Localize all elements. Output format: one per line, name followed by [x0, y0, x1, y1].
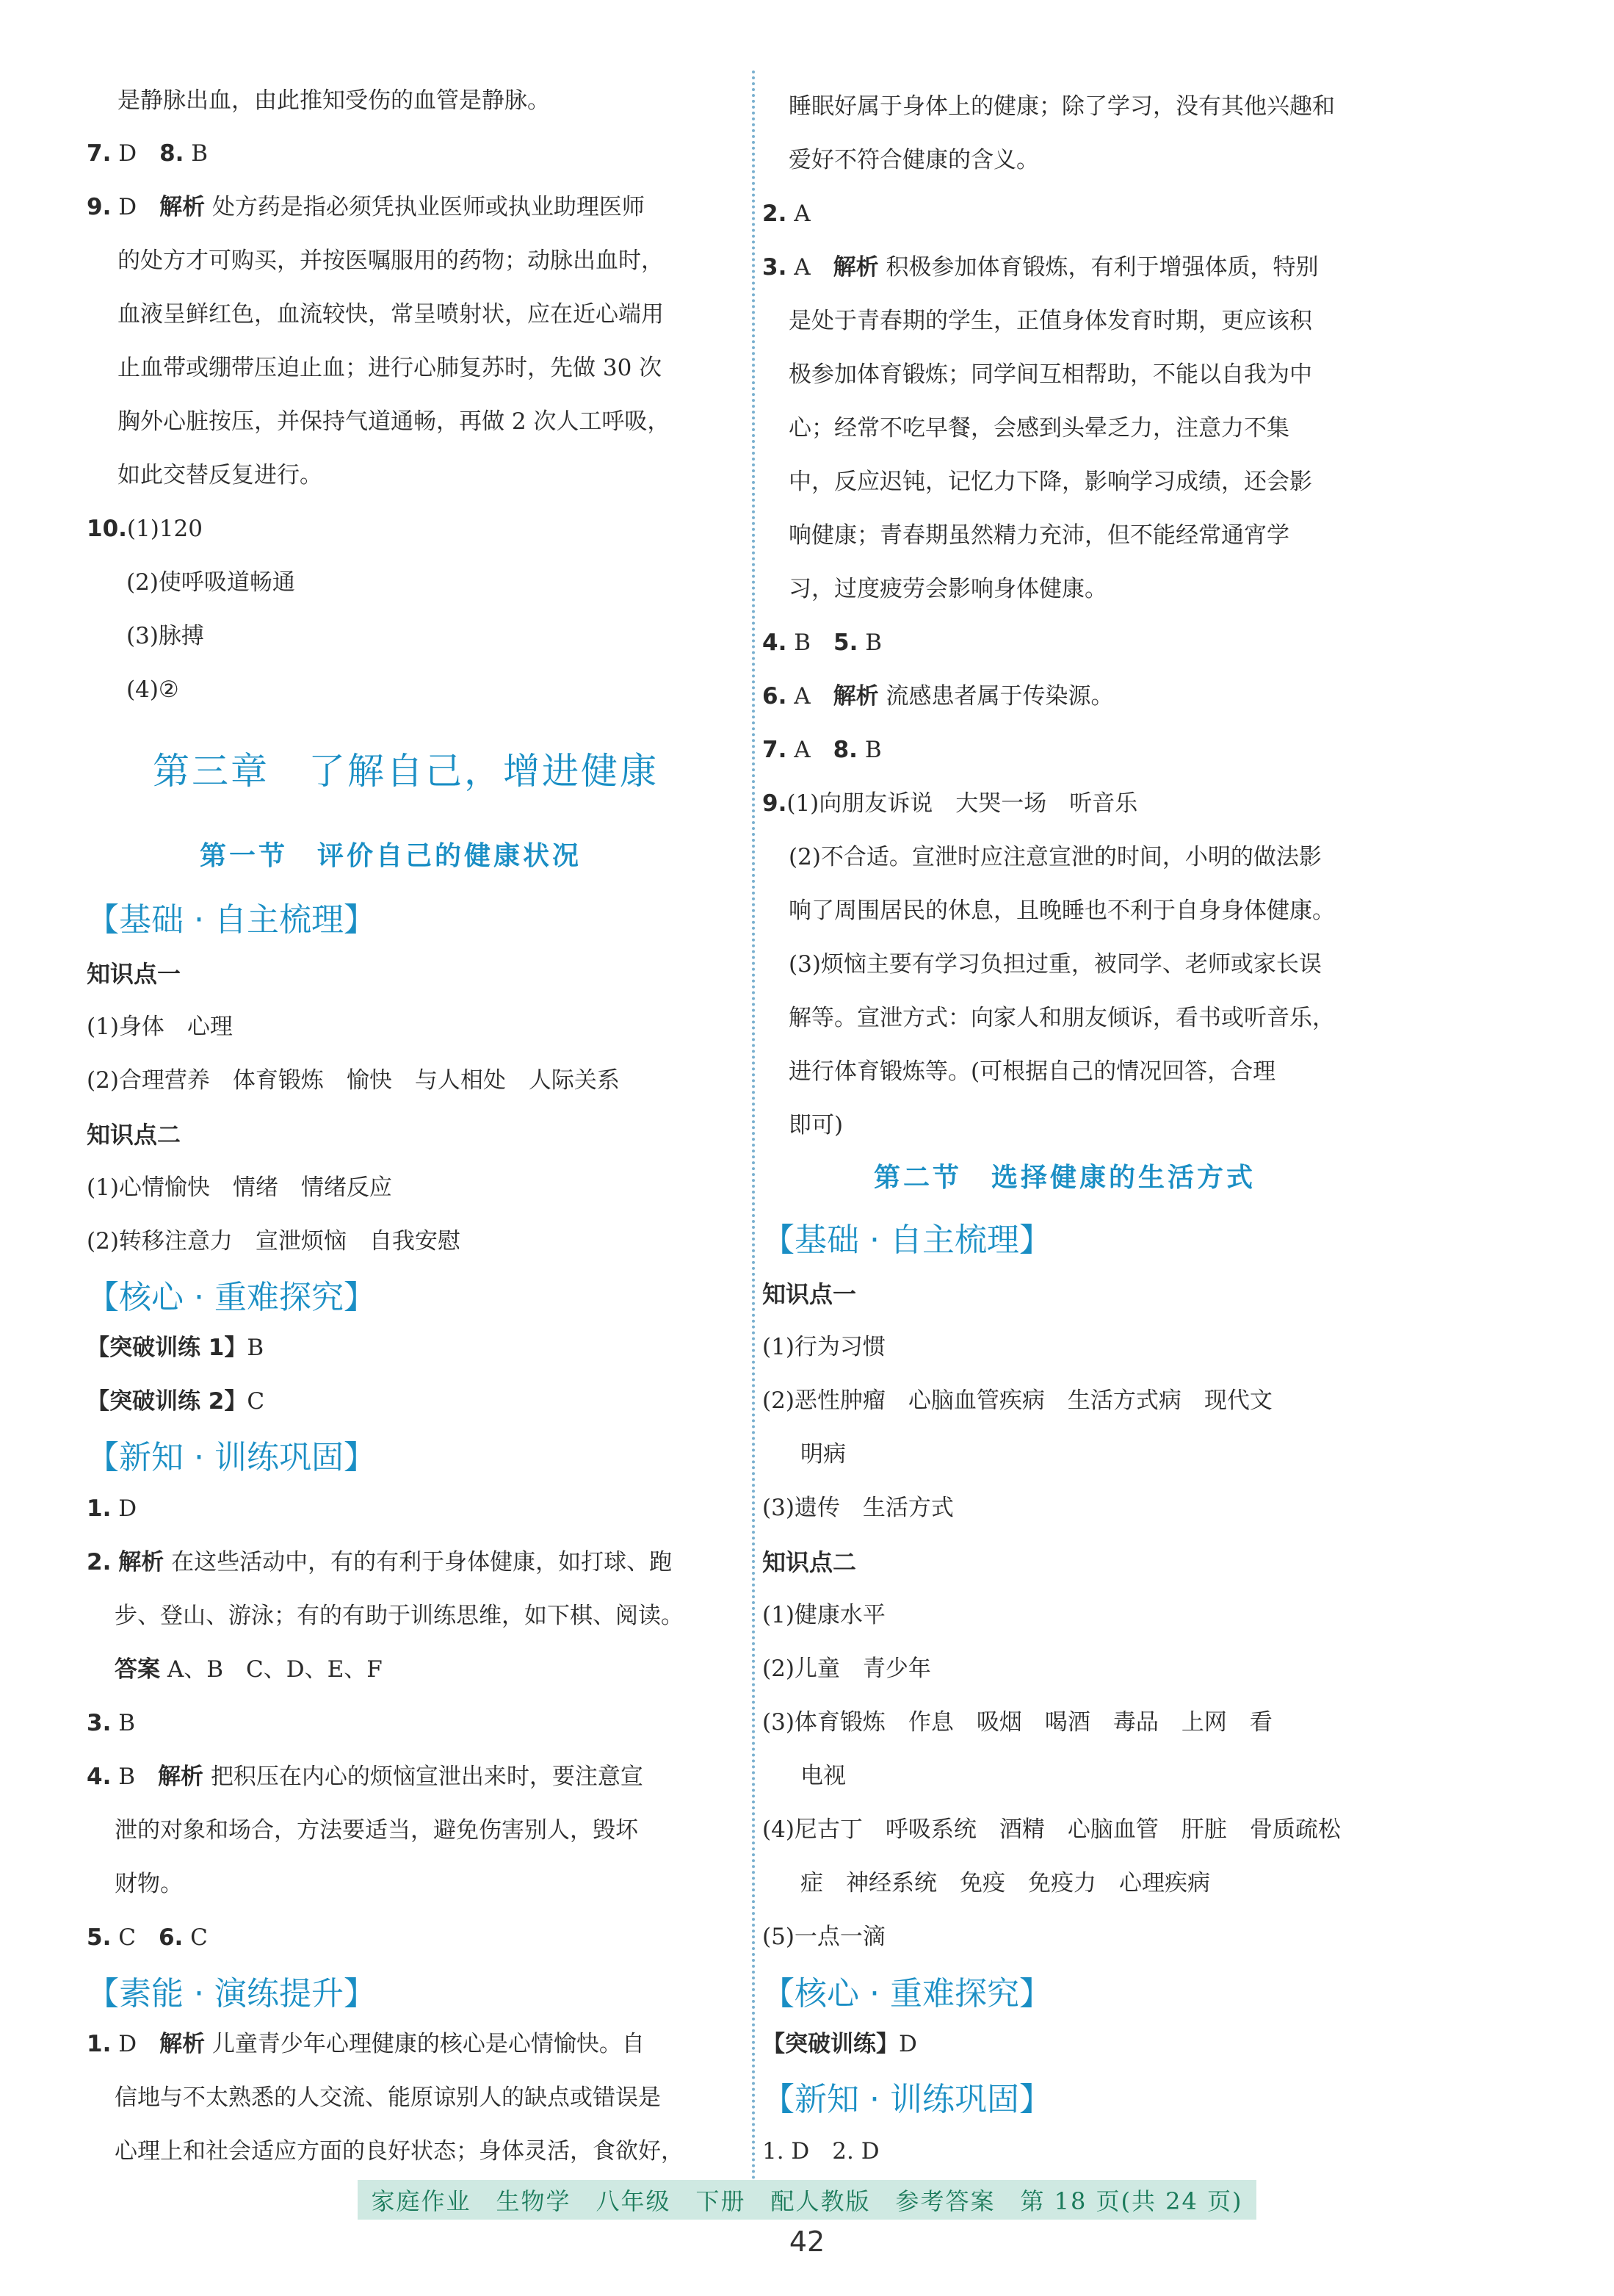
text-line: (2)不合适。宣泄时应注意宣泄的时间，小明的做法影 [789, 844, 1322, 870]
heading-hexin: 【核心 · 重难探究】 [87, 1279, 376, 1316]
chapter-title: 第三章 了解自己，增进健康 [153, 750, 659, 793]
text-line: 进行体育锻炼等。(可根据自己的情况回答，合理 [789, 1058, 1276, 1085]
text-line: 明病 [800, 1441, 846, 1468]
text-line: 症 神经系统 免疫 免疫力 心理疾病 [800, 1870, 1210, 1896]
knowledge-point-2: 知识点二 [762, 1548, 857, 1576]
column-divider [752, 71, 755, 2193]
text-line: 的处方才可购买，并按医嘱服用的药物；动脉出血时， [117, 248, 664, 274]
text-line: (2)儿童 青少年 [762, 1656, 931, 1682]
answer-3: 3. B [87, 1710, 135, 1736]
text-line: 响了周围居民的休息，且晚睡也不利于自身身体健康。 [789, 898, 1335, 924]
heading-xinzhi: 【新知 · 训练巩固】 [87, 1439, 376, 1476]
text-line: 步、登山、游泳；有的有助于训练思维，如下棋、阅读。 [115, 1603, 684, 1629]
text-line: 是处于青春期的学生，正值身体发育时期，更应该积 [789, 308, 1312, 334]
text-line: 极参加体育锻炼；同学间互相帮助，不能以自我为中 [789, 361, 1312, 388]
answer-10: 10.(1)120 [87, 516, 203, 542]
text-line: 习，过度疲劳会影响身体健康。 [789, 576, 1107, 602]
page-number: 42 [789, 2225, 825, 2258]
answer-9: 9. D 解析 处方药是指必须凭执业医师或执业助理医师 [87, 194, 645, 220]
text-line: (3)烦恼主要有学习负担过重，被同学、老师或家长误 [789, 951, 1322, 978]
answer-3: 3. A 解析 积极参加体育锻炼，有利于增强体质，特别 [762, 254, 1319, 281]
answer-1: 1. D [87, 1495, 137, 1522]
text-line: 解等。宣泄方式：向家人和朋友倾诉，看书或听音乐， [789, 1005, 1335, 1031]
text-line: 中，反应迟钝，记忆力下降，影响学习成绩，还会影 [789, 469, 1312, 495]
text-line: 财物。 [115, 1871, 183, 1897]
knowledge-point-1: 知识点一 [87, 960, 181, 988]
heading-hexin: 【核心 · 重难探究】 [762, 1975, 1052, 2012]
text-line: (4)② [126, 676, 179, 703]
text-line: (5)一点一滴 [762, 1924, 886, 1950]
text-line: (3)体育锻炼 作息 吸烟 喝酒 毒品 上网 看 [762, 1709, 1273, 1736]
text-line: (2)转移注意力 宣泄烦恼 自我安慰 [87, 1228, 460, 1255]
text-line: 响健康；青春期虽然精力充沛，但不能经常通宵学 [789, 522, 1289, 549]
knowledge-point-2: 知识点二 [87, 1121, 181, 1149]
text-line: 心；经常不吃早餐，会感到头晕乏力，注意力不集 [789, 415, 1289, 441]
heading-xinzhi: 【新知 · 训练巩固】 [762, 2081, 1052, 2118]
text-line: (1)行为习惯 [762, 1334, 886, 1360]
answer-6: 6. A 解析 流感患者属于传染源。 [762, 683, 1114, 710]
answer-s1: 1. D 解析 儿童青少年心理健康的核心是心情愉快。自 [87, 2031, 645, 2057]
answer-2-final: 答案 A、B C、D、E、F [115, 1656, 383, 1683]
section-title: 第一节 评价自己的健康状况 [200, 841, 582, 871]
text-line: (1)健康水平 [762, 1602, 886, 1628]
answer-2: 2. 解析 在这些活动中，有的有利于身体健康，如打球、跑 [87, 1549, 673, 1575]
text-line: (2)使呼吸道畅通 [126, 569, 295, 596]
text-line: 泄的对象和场合，方法要适当，避免伤害别人，毁坏 [115, 1817, 638, 1844]
heading-jichu: 【基础 · 自主梳理】 [762, 1221, 1052, 1259]
text-line: 爱好不符合健康的含义。 [789, 147, 1039, 173]
answer-2: 2. A [762, 201, 811, 227]
answer-9: 9.(1)向朋友诉说 大哭一场 听音乐 [762, 790, 1138, 817]
breakthrough-1: 【突破训练 1】B [87, 1335, 264, 1361]
text-line: 睡眠好属于身体上的健康；除了学习，没有其他兴趣和 [789, 93, 1335, 120]
text-line: (2)恶性肿瘤 心脑血管疾病 生活方式病 现代文 [762, 1387, 1273, 1414]
breakthrough: 【突破训练】D [762, 2031, 917, 2057]
answer-7-8: 7. A 8. B [762, 737, 882, 763]
section-title: 第二节 选择健康的生活方式 [874, 1163, 1256, 1193]
text-line: 心理上和社会适应方面的良好状态；身体灵活，食欲好， [115, 2138, 684, 2165]
text-line: 止血带或绷带压迫止血；进行心肺复苏时，先做 30 次 [117, 355, 662, 381]
answer-7-8: 7. D 8. B [87, 140, 209, 167]
text-line: (3)遗传 生活方式 [762, 1495, 954, 1521]
heading-suneng: 【素能 · 演练提升】 [87, 1975, 376, 2012]
text-line: (4)尼古丁 呼吸系统 酒精 心脑血管 肝脏 骨质疏松 [762, 1816, 1341, 1843]
answer-4-5: 4. B 5. B [762, 629, 882, 656]
footer-text: 家庭作业 生物学 八年级 下册 配人教版 参考答案 第 18 页(共 24 页) [358, 2180, 1256, 2220]
text-line: 如此交替反复进行。 [117, 462, 322, 488]
text-line: (1)心情愉快 情绪 情绪反应 [87, 1174, 392, 1201]
answer-4: 4. B 解析 把积压在内心的烦恼宣泄出来时，要注意宣 [87, 1763, 643, 1790]
text-line: (3)脉搏 [126, 623, 204, 649]
text-line: 信地与不太熟悉的人交流、能原谅别人的缺点或错误是 [115, 2084, 661, 2111]
knowledge-point-1: 知识点一 [762, 1280, 857, 1308]
text-line: (2)合理营养 体育锻炼 愉快 与人相处 人际关系 [87, 1067, 620, 1094]
text-line: (1)身体 心理 [87, 1014, 233, 1040]
page-footer [0, 2180, 1614, 2220]
text-line: 血液呈鲜红色，血流较快，常呈喷射状，应在近心端用 [117, 301, 664, 328]
text-line: 电视 [800, 1763, 846, 1789]
text-line: 是静脉出血，由此推知受伤的血管是静脉。 [117, 87, 550, 114]
heading-jichu: 【基础 · 自主梳理】 [87, 901, 376, 939]
answer-5-6: 5. C 6. C [87, 1924, 208, 1951]
text-line: 胸外心脏按压，并保持气道通畅，再做 2 次人工呼吸， [117, 408, 670, 435]
breakthrough-2: 【突破训练 2】C [87, 1388, 265, 1415]
answer-1-2: 1. D 2. D [762, 2138, 880, 2165]
text-line: 即可) [789, 1112, 844, 1138]
